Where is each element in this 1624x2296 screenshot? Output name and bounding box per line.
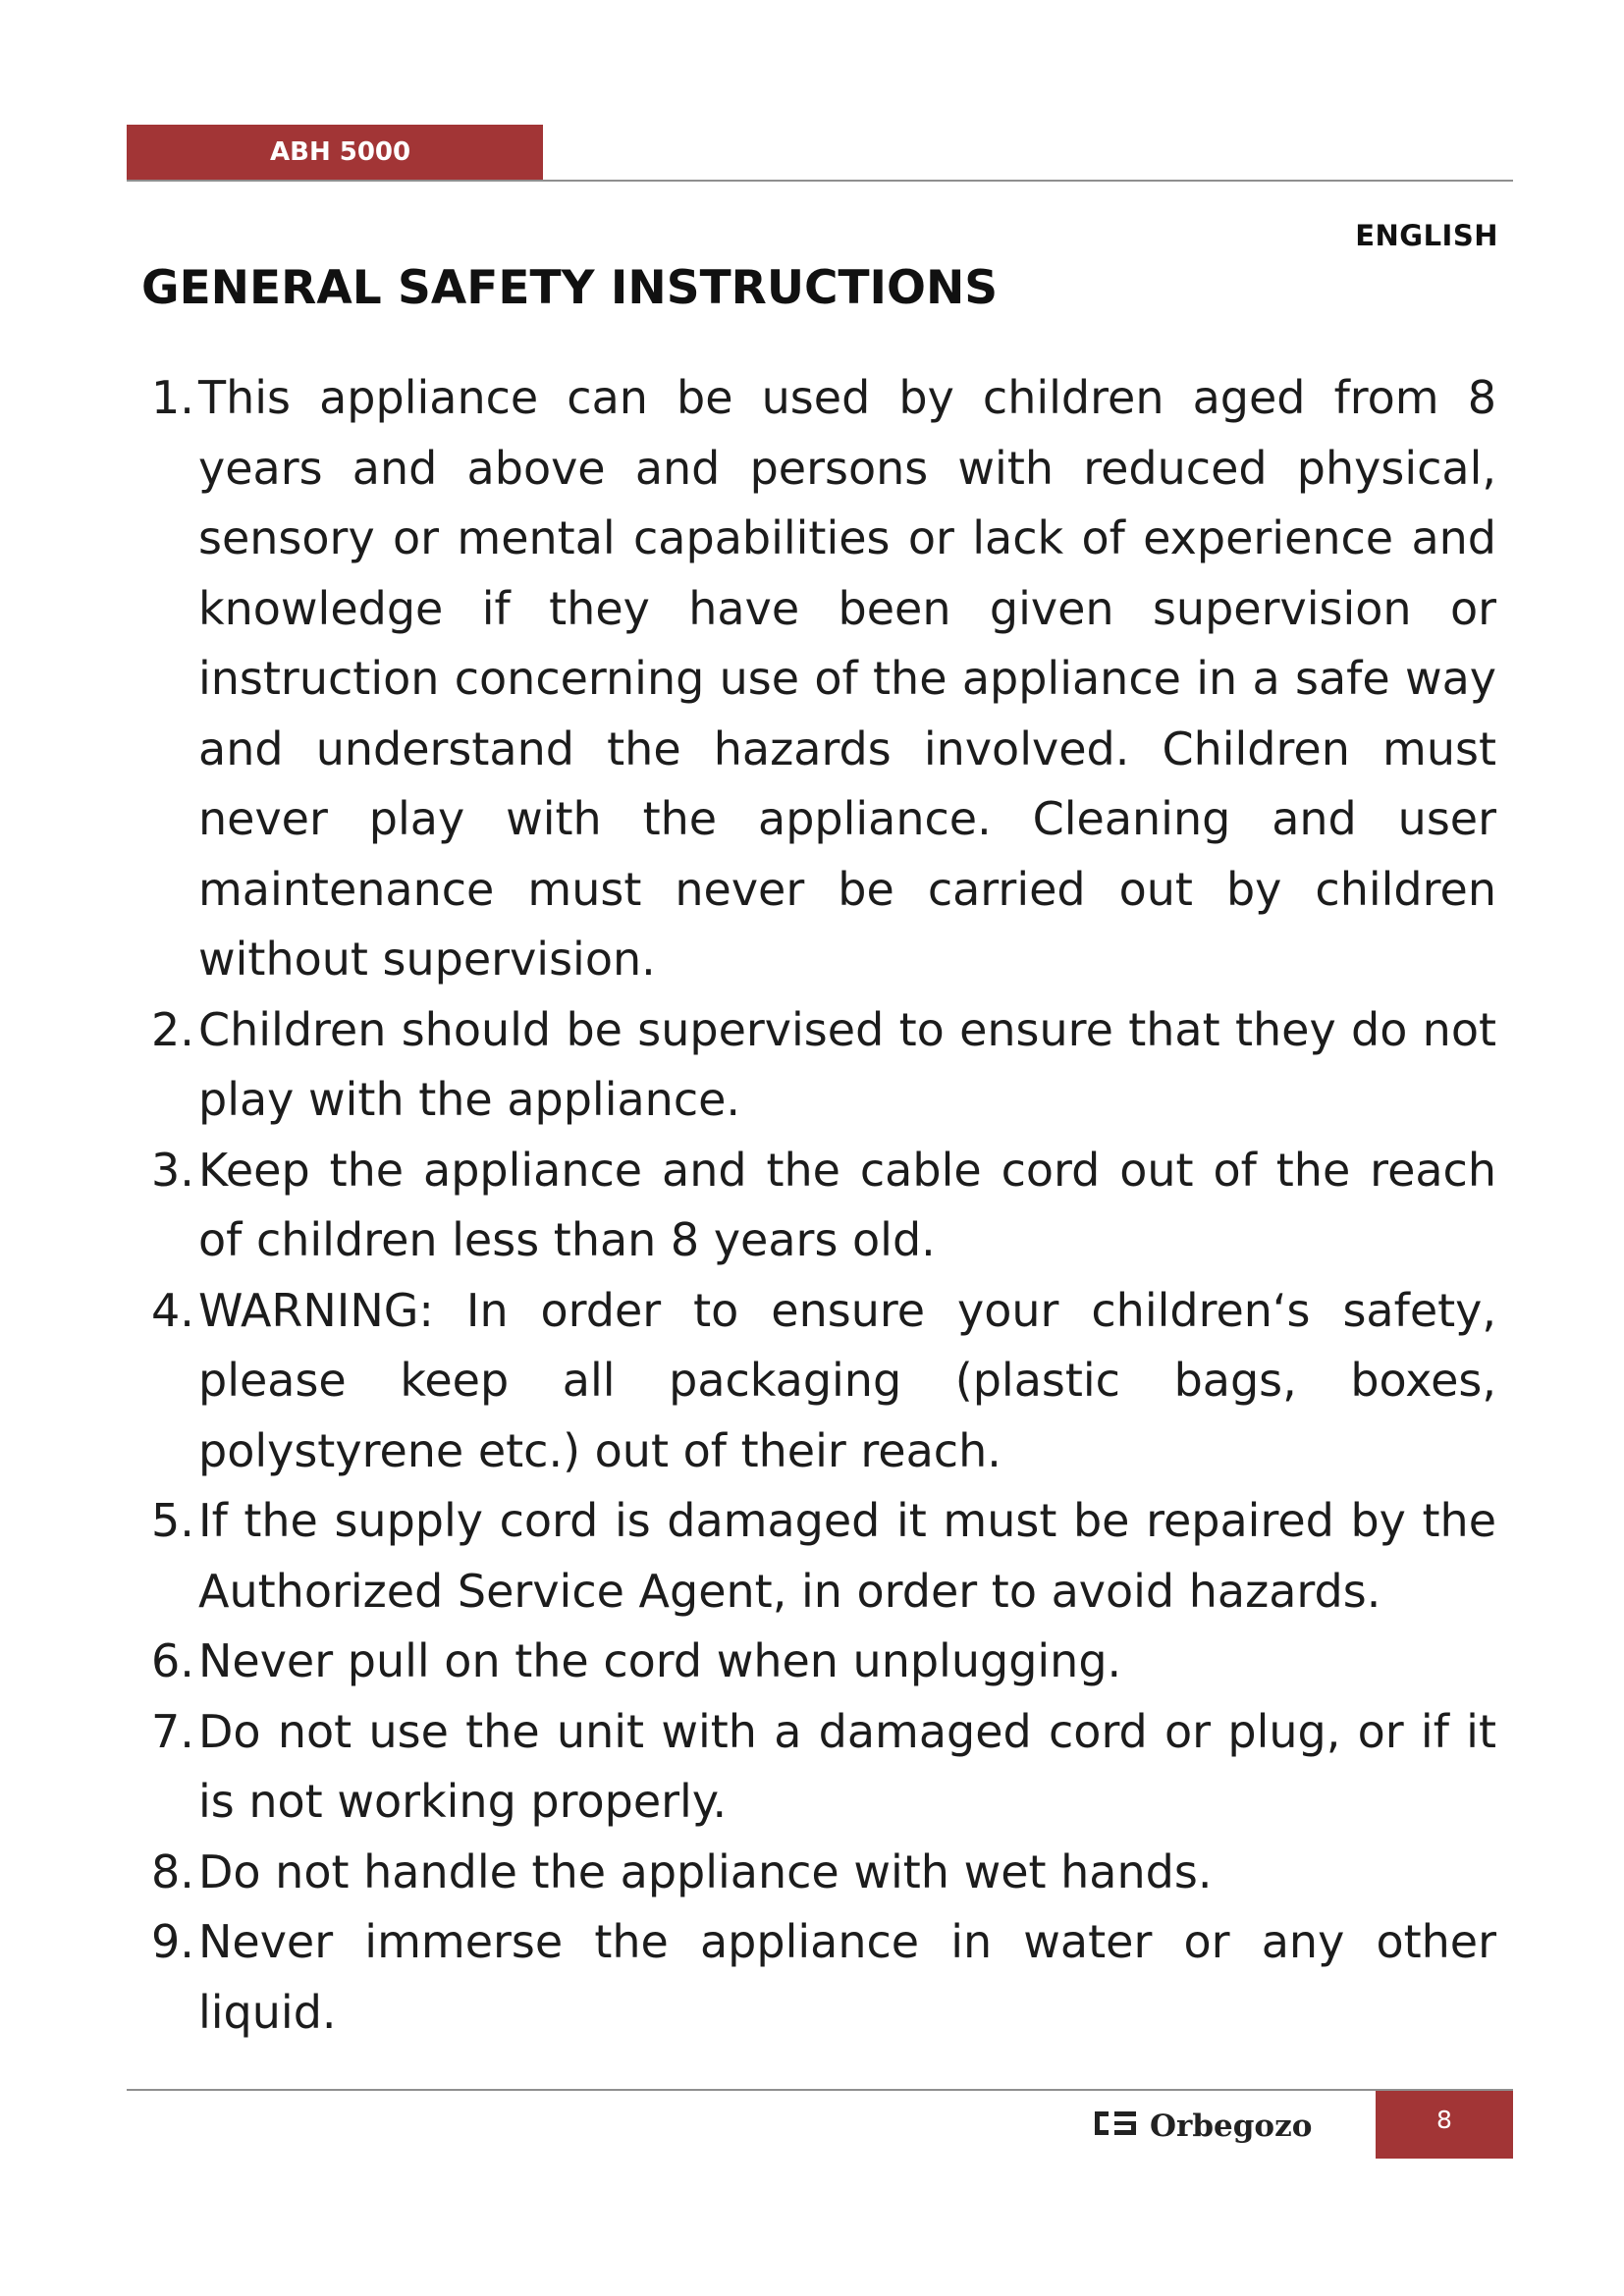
instruction-item bbox=[151, 1907, 1496, 2048]
instruction-text: Children should be supervised to ensure that they do not play with the appliance. bbox=[198, 1002, 1496, 1126]
brand-mark-icon bbox=[1095, 2111, 1136, 2135]
footer-divider bbox=[127, 2089, 1513, 2091]
brand-logo bbox=[1095, 2096, 1355, 2155]
instruction-number: 1. bbox=[151, 371, 194, 424]
instruction-text: Do not handle the appliance with wet hands. bbox=[198, 1844, 1213, 1898]
instruction-number: 8. bbox=[151, 1844, 194, 1898]
instruction-text: Never pull on the cord when unplugging. bbox=[198, 1634, 1122, 1687]
header-divider bbox=[127, 180, 1513, 182]
brand-name: Orbegozo bbox=[1150, 2109, 1313, 2144]
language-label: ENGLISH bbox=[1355, 219, 1498, 252]
instruction-text: If the supply cord is damaged it must be repaired by the Authorized Service Agent, in order to avoid hazards. bbox=[198, 1494, 1496, 1618]
instruction-number: 5. bbox=[151, 1494, 194, 1547]
instruction-item bbox=[151, 1838, 1496, 1908]
page-number-box bbox=[1376, 2091, 1513, 2159]
safety-instructions-list bbox=[151, 363, 1496, 2048]
instruction-number: 6. bbox=[151, 1634, 194, 1687]
instruction-item bbox=[151, 1486, 1496, 1627]
instruction-item bbox=[151, 1276, 1496, 1487]
instruction-number: 4. bbox=[151, 1283, 194, 1337]
instruction-number: 7. bbox=[151, 1704, 194, 1758]
model-header-tab bbox=[127, 125, 543, 180]
instruction-text: This appliance can be used by children aged from 8 years and above and persons with reduced physical, sensory or mental capabilities or lack of experience and knowledge if they have been given supervision or instruction concerning use of the appliance in a safe way and understand the hazards involved. Children must never play with the appliance. Cleaning and user maintenance must never be carried out by children without supervision. bbox=[198, 371, 1496, 986]
instruction-number: 2. bbox=[151, 1002, 194, 1056]
page-number: 8 bbox=[1436, 2106, 1452, 2134]
instruction-item bbox=[151, 1627, 1496, 1697]
instruction-text: WARNING: In order to ensure your children‘s safety, please keep all packaging (plastic bags, boxes, polystyrene etc.) out of their reach. bbox=[198, 1283, 1496, 1477]
instruction-number: 9. bbox=[151, 1915, 194, 1968]
instruction-item bbox=[151, 995, 1496, 1136]
instruction-text: Never immerse the appliance in water or any other liquid. bbox=[198, 1915, 1496, 2039]
instruction-item bbox=[151, 363, 1496, 995]
instruction-item bbox=[151, 1697, 1496, 1838]
instruction-number: 3. bbox=[151, 1143, 194, 1197]
instruction-text: Do not use the unit with a damaged cord or plug, or if it is not working properly. bbox=[198, 1704, 1496, 1828]
model-name: ABH 5000 bbox=[270, 137, 411, 167]
page-title: GENERAL SAFETY INSTRUCTIONS bbox=[141, 261, 999, 315]
instruction-text: Keep the appliance and the cable cord out of the reach of children less than 8 years old. bbox=[198, 1143, 1496, 1266]
instruction-item bbox=[151, 1136, 1496, 1276]
